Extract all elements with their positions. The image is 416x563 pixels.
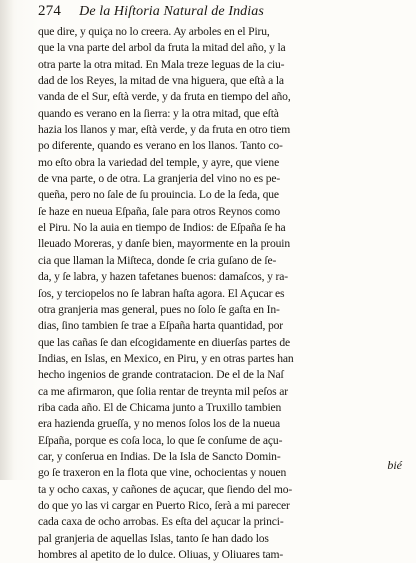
text-line: era hazienda grueſſa, y no menos ſolos los de la nueua [38, 417, 281, 431]
running-head: De la Hiſtoria Natural de Indias [79, 4, 264, 19]
text-line: da, y ſe labra, y hazen tafetanes buenos: damaſcos, y ra- [38, 270, 288, 284]
text-line: go ſe traxeron en la flota que vine, ochocientas y nouen [38, 466, 287, 480]
text-line: po diferente, quando es verano en los llanos. Tanto co- [38, 139, 283, 153]
text-line: quando es verano en la ſierra: y la otra mitad, que eſtà [38, 106, 279, 120]
text-line: otra granjeria mas general, pues no ſolo ſe gaſta en In- [38, 302, 280, 316]
text-line: vanda de el Sur, eſtà verde, y da fruta en tiempo del año, [38, 90, 291, 104]
page-number: 274 [38, 3, 62, 19]
text-line: hazia los llanos y mar, eſtà verde, y da fruta en otro tiem [38, 123, 291, 137]
text-line: lleuado Moreras, y danſe bien, mayormente en la prouin [38, 237, 291, 251]
text-line: de vna parte, o de otra. La granjeria del vino no es pe- [38, 172, 281, 186]
text-line: que las cañas ſe dan eſcogidamente en diuerſas partes de [38, 335, 291, 349]
text-line: ſe haze en nueua Eſpaña, ſale para otros Reynos como [38, 204, 281, 218]
text-line: hombres al apetito de lo dulce. Oliuas, y Oliuares tam- [38, 548, 284, 561]
text-line: hecho ingenios de grande contratacion. De el de la Naſ [38, 368, 284, 382]
text-line: ta y ocho caxas, y cañones de açucar, que ſiendo del mo- [38, 482, 293, 496]
text-line: otra parte la otra mitad. En Mala treze leguas de la ciu- [38, 57, 285, 71]
text-line: dias, ſino tambien ſe trae a Eſpaña harta quantidad, por [38, 319, 283, 333]
text-line: Eſpaña, porque es coſa loca, lo que ſe conſume de açu- [38, 433, 283, 447]
page-header [38, 2, 398, 22]
text-line: Indias, en Islas, en Mexico, en Piru, y en otras partes han [38, 351, 294, 365]
gutter-shadow [0, 0, 14, 480]
text-line: que la vna parte del arbol da fruta la mitad del año, y la [38, 41, 286, 55]
body-text [38, 24, 398, 563]
text-line: pal granjeria de aquellas Islas, tanto ſe han dado los [38, 531, 269, 545]
text-line: el Piru. No la auia en tiempo de Indios: de Eſpaña ſe ha [38, 221, 286, 235]
text-line: queña, pero no ſale de ſu prouincia. Lo de la ſeda, que [38, 188, 279, 202]
text-line: cada caxa de ocho arrobas. Es eſta del açucar la princi- [38, 515, 284, 529]
text-line: do que yo las vi cargar en Puerto Rico, ſerà a mi parecer [38, 498, 290, 512]
text-line: mo eſto obra la variedad del temple, y ayre, que viene [38, 155, 280, 169]
text-line: cia que llaman la Miſteca, donde ſe cria guſano de ſe- [38, 253, 277, 267]
text-line: ſos, y terciopelos no ſe labran haſta agora. El Açucar es [38, 286, 285, 300]
catchword: bié [387, 458, 402, 472]
text-line: car, y conſerua en Indias. De la Isla de Sancto Domin- [38, 449, 281, 463]
text-line: dad de los Reyes, la mitad de vna higuera, que eſtà a la [38, 74, 284, 88]
text-line: ca me afirmaron, que ſolia rentar de treynta mil peſos ar [38, 384, 288, 398]
text-line: que dire, y quiça no lo creera. Ay arboles en el Piru, [38, 25, 270, 38]
text-line: riba cada año. El de Chicama junto a Truxillo tambien [38, 400, 282, 414]
